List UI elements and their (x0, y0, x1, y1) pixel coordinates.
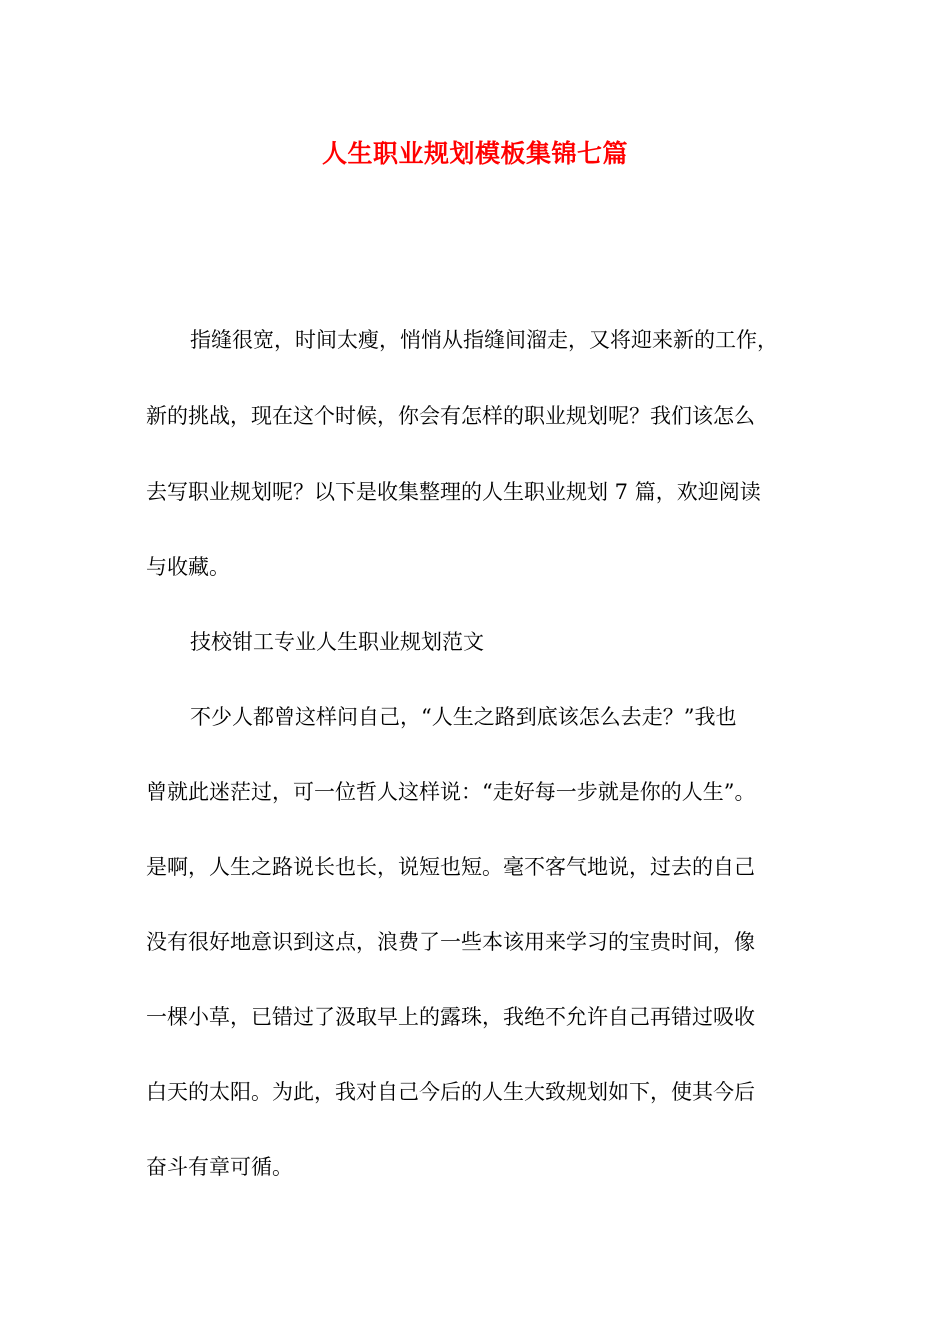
paragraph-line: 与收藏。 (146, 555, 230, 579)
paragraph-line: 一棵小草，已错过了汲取早上的露珠，我绝不允许自己再错过吸收 (146, 1005, 755, 1029)
paragraph-line: 没有很好地意识到这点，浪费了一些本该用来学习的宝贵时间，像 (146, 930, 755, 954)
paragraph-line: 去写职业规划呢？以下是收集整理的人生职业规划 7 篇，欢迎阅读 (146, 480, 761, 504)
paragraph-line: 不少人都曾这样问自己，“人生之路到底该怎么去走？”我也 (190, 705, 737, 729)
paragraph-line: 奋斗有章可循。 (146, 1155, 293, 1179)
paragraph-line: 新的挑战，现在这个时候，你会有怎样的职业规划呢？我们该怎么 (146, 404, 755, 428)
paragraph-line: 白天的太阳。为此，我对自己今后的人生大致规划如下，使其今后 (146, 1080, 755, 1104)
document-title: 人生职业规划模板集锦七篇 (321, 139, 628, 168)
paragraph-line: 曾就此迷茫过，可一位哲人这样说：“走好每一步就是你的人生”。 (146, 780, 756, 804)
paragraph-line: 是啊，人生之路说长也长，说短也短。毫不客气地说，过去的自己 (146, 855, 755, 879)
paragraph-line: 指缝很宽，时间太瘦，悄悄从指缝间溜走，又将迎来新的工作， (190, 328, 778, 352)
section-heading: 技校钳工专业人生职业规划范文 (190, 630, 484, 654)
